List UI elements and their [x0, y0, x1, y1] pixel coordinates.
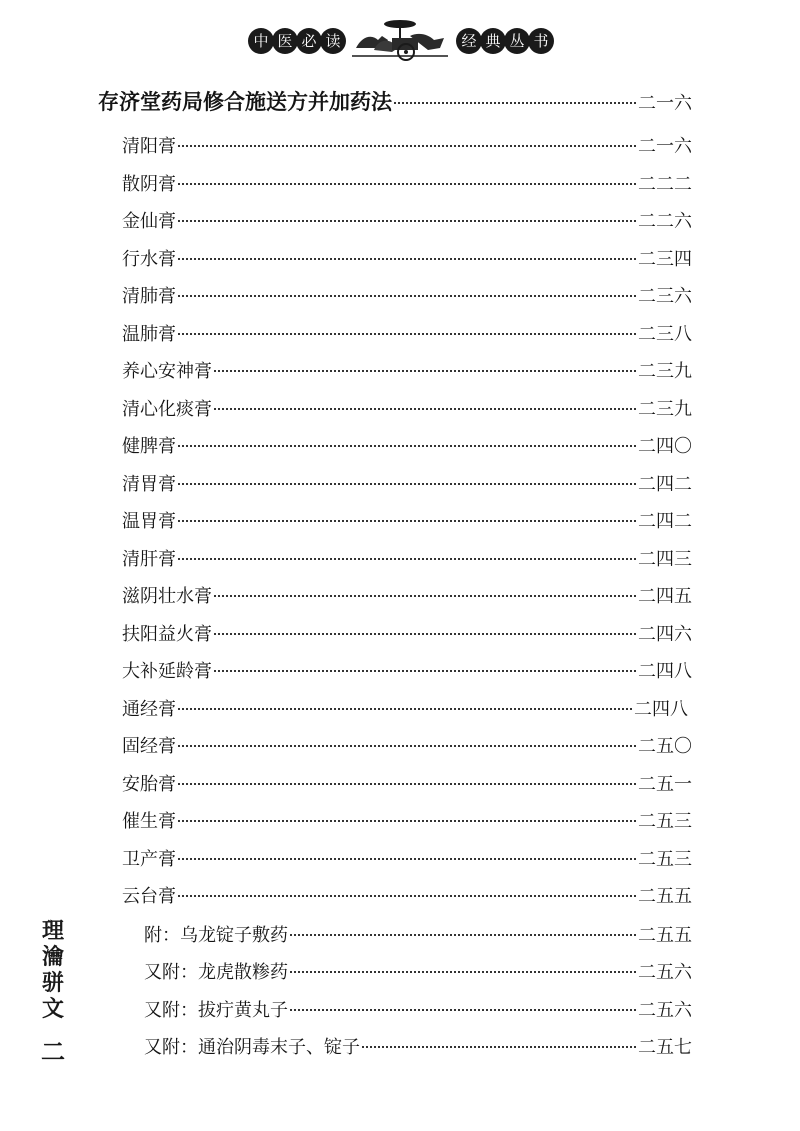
- toc-entry-title: 催生膏: [122, 811, 176, 832]
- toc-page-number: 二四二: [638, 474, 692, 495]
- spine-char: 瀹: [41, 944, 64, 970]
- toc-entry: [122, 132, 692, 158]
- spine-char: 文: [41, 996, 64, 1022]
- toc-entry: [122, 507, 692, 533]
- dot-leader: [178, 765, 636, 785]
- dot-leader: [178, 165, 636, 185]
- dot-leader: [214, 615, 636, 635]
- toc-entry: [122, 695, 688, 721]
- toc-entry: [122, 282, 692, 308]
- toc-entry-title: 行水膏: [122, 249, 176, 270]
- toc-sub-entry-title: 附：乌龙锭子敷药: [144, 925, 288, 946]
- toc-entry: [122, 845, 692, 871]
- toc-entry-title: 大补延龄膏: [122, 661, 212, 682]
- toc-entry-title: 温肺膏: [122, 324, 176, 345]
- toc-entry: [122, 545, 692, 571]
- toc-page-number: 二五五: [638, 925, 692, 946]
- toc-entry-title: 养心安神膏: [122, 361, 212, 382]
- series-header: [0, 18, 800, 68]
- spine-char: 理: [41, 918, 64, 944]
- toc-section-title: 存济堂药局修合施送方并加药法: [98, 90, 392, 114]
- toc-page-number: 二五六: [638, 1000, 692, 1021]
- toc-entry: [122, 470, 692, 496]
- dot-leader: [214, 652, 636, 672]
- chariot-emblem-icon: [348, 18, 452, 62]
- toc-entry-title: 温胃膏: [122, 511, 176, 532]
- toc-entry: [122, 245, 692, 271]
- dot-leader: [178, 427, 636, 447]
- dot-leader: [214, 352, 636, 372]
- toc-page-number: 二三六: [638, 286, 692, 307]
- toc-page-number: 二五七: [638, 1037, 692, 1058]
- dot-leader: [178, 502, 636, 522]
- toc-entry: [122, 882, 692, 908]
- toc-page-number: 二四二: [638, 511, 692, 532]
- toc-page-number: 二四八: [638, 661, 692, 682]
- dot-leader: [214, 577, 636, 597]
- toc-page-number: 二四三: [638, 549, 692, 570]
- toc-sub-entry: [144, 958, 692, 984]
- toc-entry: [122, 320, 692, 346]
- toc-entry: [122, 170, 692, 196]
- dot-leader: [178, 877, 636, 897]
- toc-entry: [122, 582, 692, 608]
- dot-leader: [178, 465, 636, 485]
- series-char: 丛: [504, 28, 530, 54]
- toc-page-number: 二四八: [634, 699, 688, 720]
- dot-leader: [178, 540, 636, 560]
- toc-page-number: 二五〇: [638, 736, 692, 757]
- dot-leader: [178, 240, 636, 260]
- toc-entry-title: 金仙膏: [122, 211, 176, 232]
- toc-entry: [122, 732, 692, 758]
- toc-entry-title: 健脾膏: [122, 436, 176, 457]
- toc-entry-title: 安胎膏: [122, 774, 176, 795]
- toc-page-number: 二二二: [638, 174, 692, 195]
- dot-leader: [178, 202, 636, 222]
- toc-entry: [122, 395, 692, 421]
- toc-page-number: 二三九: [638, 361, 692, 382]
- toc-entry: [122, 207, 692, 233]
- dot-leader: [178, 127, 636, 147]
- dot-leader: [290, 991, 636, 1011]
- toc-entry: [122, 657, 692, 683]
- toc-entry: [122, 807, 692, 833]
- toc-page-number: 二三九: [638, 399, 692, 420]
- book-spine-title: [38, 918, 68, 1022]
- toc-sub-entry: [144, 996, 692, 1022]
- toc-page-number: 二四六: [638, 624, 692, 645]
- toc-entry-title: 扶阳益火膏: [122, 624, 212, 645]
- page-number: 二: [41, 1037, 65, 1066]
- dot-leader: [394, 81, 636, 104]
- dot-leader: [362, 1028, 636, 1048]
- dot-leader: [178, 277, 636, 297]
- toc-page-number: 二三四: [638, 249, 692, 270]
- dot-leader: [290, 953, 636, 973]
- toc-entry-title: 固经膏: [122, 736, 176, 757]
- toc-entry: [122, 432, 692, 458]
- series-char: 典: [480, 28, 506, 54]
- toc-page-number: 二五三: [638, 811, 692, 832]
- toc-page-number: 二五一: [638, 774, 692, 795]
- toc-entry: [122, 357, 692, 383]
- toc-section-heading: [98, 86, 692, 116]
- toc-page-number: 二三八: [638, 324, 692, 345]
- dot-leader: [178, 315, 636, 335]
- toc-sub-entry-title: 又附：拔疔黄丸子: [144, 1000, 288, 1021]
- series-char: 医: [272, 28, 298, 54]
- toc-page-number: 二四五: [638, 586, 692, 607]
- dot-leader: [178, 840, 636, 860]
- series-char: 书: [528, 28, 554, 54]
- toc-sub-entry: [144, 921, 692, 947]
- series-char: 读: [320, 28, 346, 54]
- toc-entry-title: 云台膏: [122, 886, 176, 907]
- toc-sub-entry-title: 又附：龙虎散糁药: [144, 962, 288, 983]
- dot-leader: [214, 390, 636, 410]
- toc-entry-title: 清胃膏: [122, 474, 176, 495]
- toc-page-number: 二五三: [638, 849, 692, 870]
- dot-leader: [178, 802, 636, 822]
- toc-entry: [122, 770, 692, 796]
- toc-page-number: 二二六: [638, 211, 692, 232]
- series-char: 必: [296, 28, 322, 54]
- dot-leader: [290, 916, 636, 936]
- toc-entry-title: 通经膏: [122, 699, 176, 720]
- toc-entry-title: 卫产膏: [122, 849, 176, 870]
- toc-page-number: 二五五: [638, 886, 692, 907]
- toc-sub-entry-title: 又附：通治阴毒末子、锭子: [144, 1037, 360, 1058]
- toc-page-number: 二五六: [638, 962, 692, 983]
- toc-page-number: 二一六: [638, 93, 692, 114]
- toc-entry-title: 清肺膏: [122, 286, 176, 307]
- series-char: 经: [456, 28, 482, 54]
- dot-leader: [178, 690, 632, 710]
- series-char: 中: [248, 28, 274, 54]
- toc-entry: [122, 620, 692, 646]
- toc-entry-title: 清阳膏: [122, 136, 176, 157]
- toc-sub-entry: [144, 1033, 692, 1059]
- dot-leader: [178, 727, 636, 747]
- toc-entry-title: 清心化痰膏: [122, 399, 212, 420]
- toc-entry-title: 散阴膏: [122, 174, 176, 195]
- spine-char: 骈: [41, 970, 64, 996]
- toc-page-number: 二四〇: [638, 436, 692, 457]
- toc-page-number: 二一六: [638, 136, 692, 157]
- toc-entry-title: 滋阴壮水膏: [122, 586, 212, 607]
- toc-entry-title: 清肝膏: [122, 549, 176, 570]
